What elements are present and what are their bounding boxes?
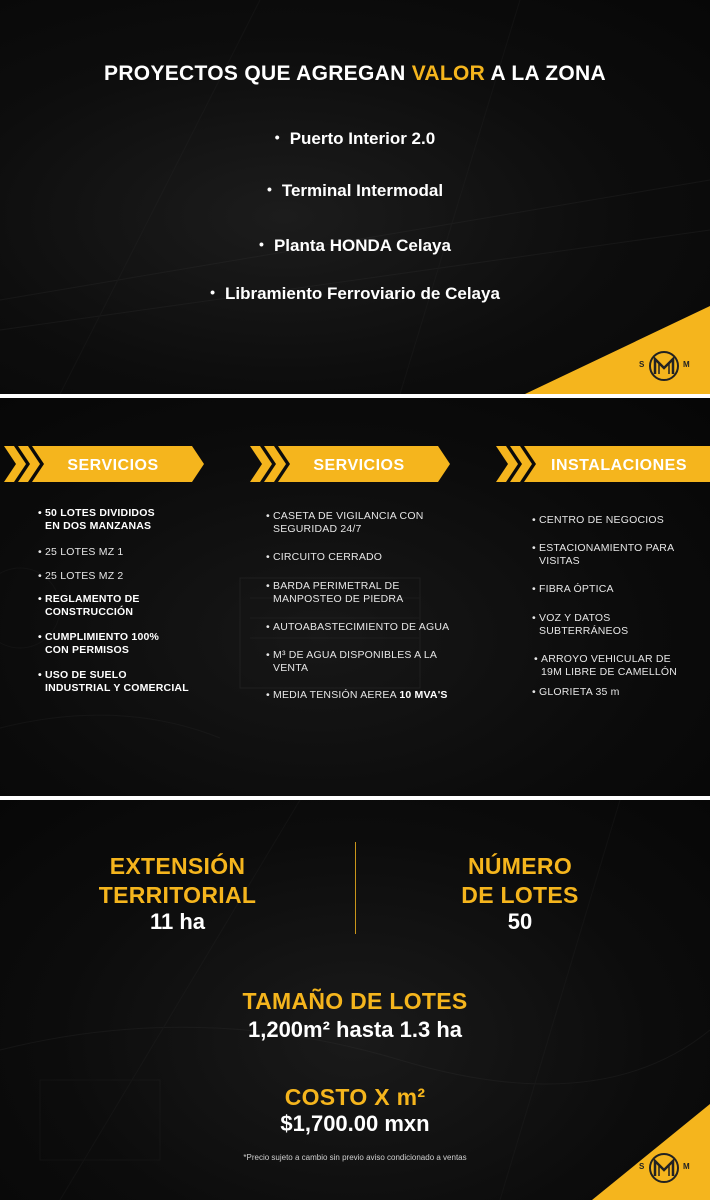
lot-size-label: TAMAÑO DE LOTES: [242, 988, 468, 1014]
installation-item: • GLORIETA 35 m: [532, 686, 620, 698]
cost-label: COSTO X m²: [284, 1084, 426, 1110]
title-accent: VALOR: [411, 62, 486, 85]
banner-label: SERVICIOS: [67, 457, 159, 474]
service-item: • CIRCUITO CERRADO: [266, 551, 383, 563]
service-item: • BARDA PERIMETRAL DE MANPOSTEO DE PIEDRA: [266, 580, 404, 605]
logo-letter-s: S: [639, 1162, 645, 1171]
price-disclaimer: *Precio sujeto a cambio sin previo aviso condicionado a ventas: [243, 1153, 467, 1162]
service-item: • 50 LOTES DIVIDIDOS EN DOS MANZANAS: [38, 507, 155, 532]
lots-value: 50: [507, 909, 533, 934]
lot-size-value: 1,200m² hasta 1.3 ha: [247, 1017, 462, 1042]
service-item: • USO DE SUELO INDUSTRIAL Y COMERCIAL: [38, 669, 189, 694]
logo-letter-s: S: [639, 360, 645, 369]
extension-label: EXTENSIÓN TERRITORIAL: [98, 853, 257, 908]
banner-label: INSTALACIONES: [551, 457, 687, 474]
project-item: • Puerto Interior 2.0: [274, 129, 436, 148]
installation-item: • VOZ Y DATOS SUBTERRÁNEOS: [532, 612, 629, 637]
banner-instalaciones: [492, 446, 710, 482]
project-item: • Planta HONDA Celaya: [259, 236, 451, 255]
cost-value: $1,700.00 mxn: [280, 1111, 430, 1136]
installation-item: • CENTRO DE NEGOCIOS: [532, 514, 664, 526]
installation-item: • ARROYO VEHICULAR DE 19M LIBRE DE CAMELLÓN: [534, 653, 678, 678]
service-item: • MEDIA TENSIÓN AEREA 10 MVA'S: [266, 689, 448, 701]
service-item: • CUMPLIMIENTO 100% CON PERMISOS: [38, 631, 160, 656]
service-item: • M³ DE AGUA DISPONIBLES A LA VENTA: [266, 649, 438, 674]
slide-title: PROYECTOS QUE AGREGAN VALOR A LA ZONA: [104, 62, 606, 85]
banner-servicios-2: [246, 446, 450, 482]
logo-letter-m: M: [683, 1162, 690, 1171]
sm-logo: [636, 1150, 692, 1186]
mva-value: 10 MVA'S: [399, 689, 448, 701]
extension-value: 11 ha: [149, 909, 206, 934]
project-item: • Libramiento Ferroviario de Celaya: [210, 284, 500, 303]
logo-letter-m: M: [683, 360, 690, 369]
banner-label: SERVICIOS: [313, 457, 405, 474]
specs-slide: [0, 800, 710, 1200]
service-item: • AUTOABASTECIMIENTO DE AGUA: [266, 621, 450, 633]
projects-slide: [0, 0, 710, 394]
service-item: • REGLAMENTO DE CONSTRUCCIÓN: [38, 593, 140, 618]
installation-item: • ESTACIONAMIENTO PARA VISITAS: [532, 542, 675, 567]
project-item: • Terminal Intermodal: [266, 181, 444, 200]
banner-servicios-1: [0, 446, 204, 482]
service-item: • CASETA DE VIGILANCIA CON SEGURIDAD 24/7: [266, 510, 424, 535]
service-item: • 25 LOTES MZ 1: [38, 546, 124, 558]
service-item: • 25 LOTES MZ 2: [38, 570, 124, 582]
services-slide: [0, 398, 710, 796]
installation-item: • FIBRA ÓPTICA: [532, 583, 614, 595]
lots-label: NÚMERO DE LOTES: [461, 853, 579, 908]
stat-divider: [355, 842, 356, 934]
sm-logo: [636, 348, 692, 384]
